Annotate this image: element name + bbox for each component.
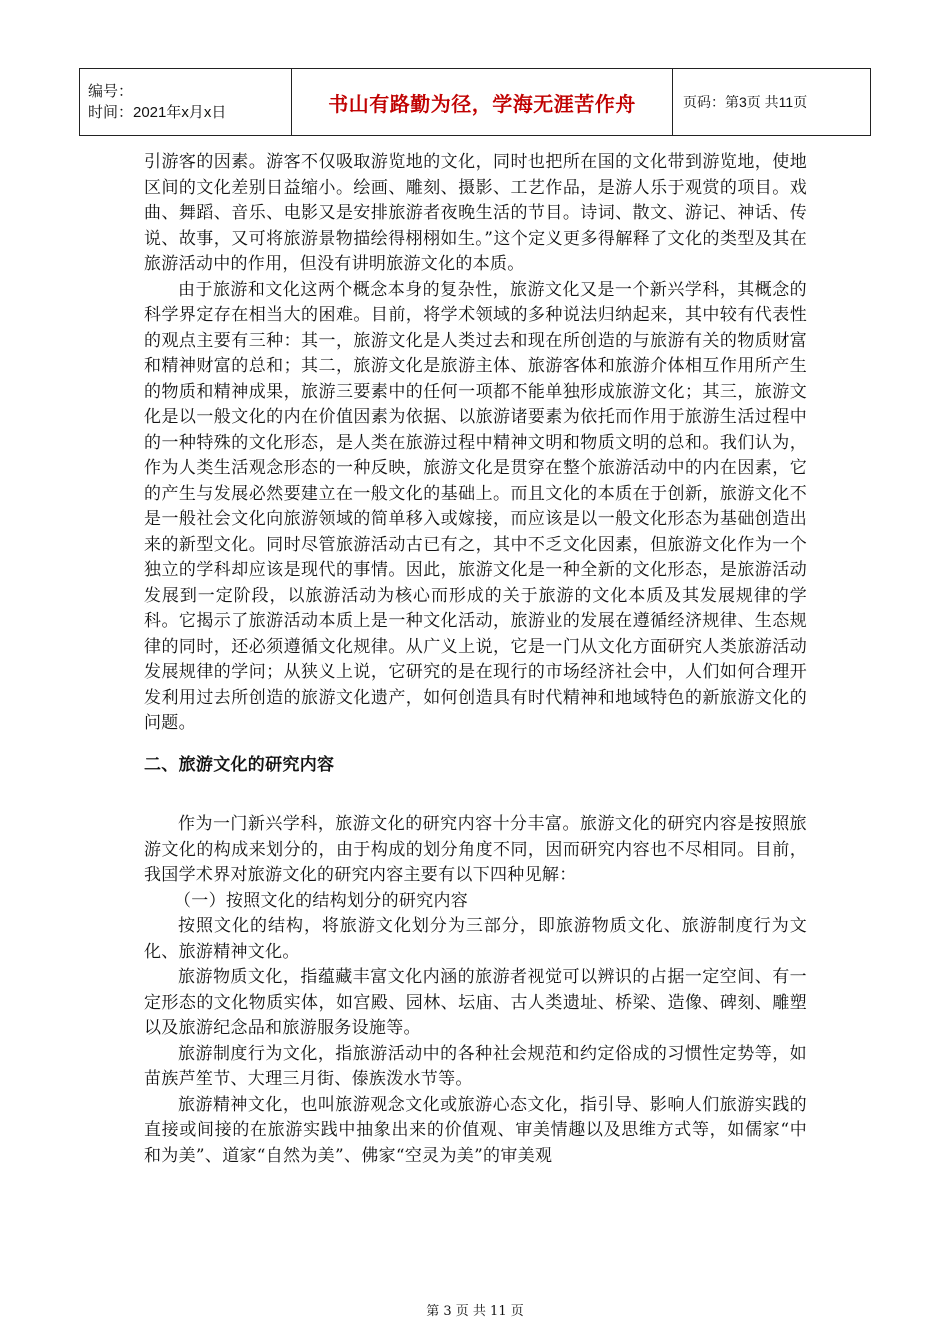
body-paragraph: 按照文化的结构，将旅游文化划分为三部分，即旅游物质文化、旅游制度行为文化、旅游精神文化。 <box>144 916 807 962</box>
body-paragraph: 旅游物质文化，指蕴藏丰富文化内涵的旅游者视觉可以辨识的占据一定空间、有一定形态的文化物质实体，如宫殿、园林、坛庙、古人类遗址、桥梁、造像、碑刻、雕塑以及旅游纪念品和旅游服务设施等。 <box>144 967 807 1038</box>
document-date-label: 时间：2021年x月x日 <box>88 104 227 121</box>
page-footer: 第 3 页 共 11 页 <box>426 1304 524 1319</box>
document-number-label: 编号： <box>88 83 134 100</box>
body-paragraph: 旅游精神文化，也叫旅游观念文化或旅游心态文化，指引导、影响人们旅游实践的直接或间接的在旅游实践中抽象出来的价值观、审美情趣以及思维方式等，如儒家“中和为美”、道家“自然为美”、佛家“空灵为美”的审美观 <box>144 1094 807 1166</box>
body-paragraph: 作为一门新兴学科，旅游文化的研究内容十分丰富。旅游文化的研究内容是按照旅游文化的构成来划分的，由于构成的划分角度不同，因而研究内容也不尽相同。目前，我国学术界对旅游文化的研究内容主要有以下四种见解： <box>144 814 807 885</box>
document-header <box>79 68 871 136</box>
header-motto: 书山有路勤为径，学海无涯苦作舟 <box>292 69 673 136</box>
document-body <box>144 150 807 1169</box>
body-paragraph: 旅游制度行为文化，指旅游活动中的各种社会规范和约定俗成的习惯性定势等，如苗族芦笙节、大理三月街、傣族泼水节等。 <box>144 1043 807 1089</box>
body-paragraph: 引游客的因素。游客不仅吸取游览地的文化，同时也把所在国的文化带到游览地，使地区间的文化差别日益缩小。绘画、雕刻、摄影、工艺作品，是游人乐于观赏的项目。戏曲、舞蹈、音乐、电影又是安排旅游者夜晚生活的节目。诗词、散文、游记、神话、传说、故事，又可将旅游景物描绘得栩栩如生。”这个定义更多得解释了文化的类型及其在旅游活动中的作用，但没有讲明旅游文化的本质。 <box>144 152 807 274</box>
subsection-heading: （一）按照文化的结构划分的研究内容 <box>174 890 469 911</box>
header-meta-cell <box>80 69 292 136</box>
header-page-number: 页码：第3页 共11页 <box>673 69 871 136</box>
section-heading: 二、旅游文化的研究内容 <box>144 754 335 775</box>
body-paragraph: 由于旅游和文化这两个概念本身的复杂性，旅游文化又是一个新兴学科，其概念的科学界定存在相当大的困难。目前，将学术领域的多种说法归纳起来，其中较有代表性的观点主要有三种：其一，旅游文化是人类过去和现在所创造的与旅游有关的物质财富和精神财富的总和；其二，旅游文化是旅游主体、旅游客体和旅游介体相互作用所产生的物质和精神成果，旅游三要素中的任何一项都不能单独形成旅游文化；其三，旅游文化是以一般文化的内在价值因素为依据、以旅游诸要素为依托而作用于旅游生活过程中的一种特殊的文化形态，是人类在旅游过程中精神文明和物质文明的总和。我们认为，作为人类生活观念形态的一种反映，旅游文化是贯穿在整个旅游活动中的内在因素，它的产生与发展必然要建立在一般文化的基础上。而且文化的本质在于创新，旅游文化不是一般社会文化向旅游领域的简单移入或嫁接，而应该是以一般文化形态为基础创造出来的新型文化。同时尽管旅游活动古已有之，其中不乏文化因素，但旅游文化作为一个独立的学科却应该是现代的事情。因此，旅游文化是一种全新的文化形态，是旅游活动发展到一定阶段，以旅游活动为核心而形成的关于旅游的文化本质及其发展规律的学科。它揭示了旅游活动本质上是一种文化活动，旅游业的发展在遵循经济规律、生态规律的同时，还必须遵循文化规律。从广义上说，它是一门从文化方面研究人类旅游活动发展规律的学问；从狭义上说，它研究的是在现行的市场经济社会中，人们如何合理开发利用过去所创造的旅游文化遗产，如何创造具有时代精神和地域特色的新旅游文化的问题。 <box>144 279 807 733</box>
